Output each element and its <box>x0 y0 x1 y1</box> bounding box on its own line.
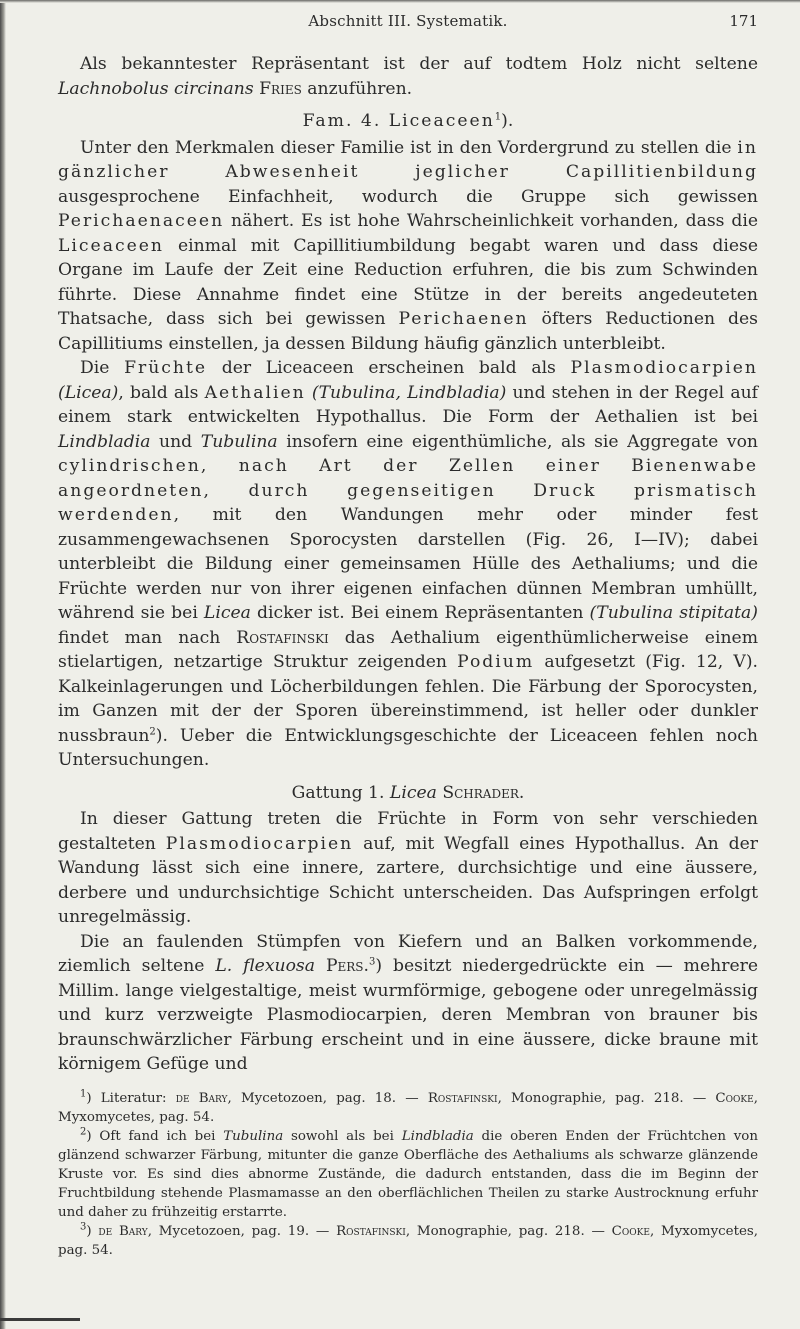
footnote-ref: 1 <box>494 111 502 123</box>
running-title: Abschnitt III. Systematik. <box>308 12 508 30</box>
footnotes <box>58 1089 758 1260</box>
paragraph-family-characteristics: Unter den Merkmalen dieser Familie ist in den Vordergrund zu stellen die in gänzlicher Abwesenheit jeglicher Capillitienbildung ausgesprochene Einfachheit, wodurch die Gruppe sich gewissen Perichaenaceen nähert. Es ist hohe Wahrscheinlichkeit vorhanden, dass die Liceaceen einmal mit Capillitiumbildung begabt waren und dass diese Organe im Laufe der Zeit eine Reduction erfuhren, die bis zum Schwinden führte. Diese Annahme findet eine Stütze in der bereits angedeuteten Thatsache, dass sich bei gewissen Perichaenen öfters Reductionen des Capillitiums einstellen, ja dessen Bildung häufig gänzlich unterbleibt. <box>58 137 758 354</box>
emphasis-text: in gänzlicher Abwesenheit jeglicher Capillitienbildung <box>58 137 758 182</box>
book-page <box>58 0 758 1260</box>
footnote-ref: 2 <box>149 725 156 737</box>
taxon-name: Lachnobolus circinans <box>58 78 254 99</box>
footnote-1: $^1$) Literatur: de Bary, Mycetozoen, pag. 18. — Rostafinski, Monographie, pag. 218. — Cooke, Myxomycetes, pag. 54. <box>58 1088 758 1125</box>
author-name: Fries <box>259 78 302 99</box>
scan-corner-mark <box>0 1318 80 1321</box>
page-edge-shadow <box>0 0 6 1329</box>
footnote-2: $^2$) Oft fand ich bei Tubulina sowohl als bei Lindbladia die oberen Enden der Früchtchen von glänzend schwarzer Färbung, mitunter die ganze Oberfläche des Aethaliums als schwarze glänzende Kruste vor. Es sind dies abnorme Zustände, die dadurch entstanden, dass die im Beginn der Fruchtbildung stehende Plasmamasse an den oberflächlichen Theilen zu starke Austrocknung erfuhr und daher zu frühzeitig erstarrte. <box>58 1126 758 1220</box>
footnote-ref: 3 <box>368 956 376 968</box>
paragraph-genus-description: In dieser Gattung treten die Früchte in Form von sehr verschieden gestalteten Plasmodiocarpien auf, mit Wegfall eines Hypothallus. An der Wandung lässt sich eine innere, zartere, durchsichtige und eine äussere, derbere und undurchsichtige Schicht unterscheiden. Das Aufspringen erfolgt unregelmässig. <box>58 809 759 927</box>
paragraph-licea-flexuosa: Die an faulenden Stümpfen von Kiefern und an Balken vorkommende, ziemlich seltene L. flexuosa Pers.$^3$) besitzt niedergedrückte ein — mehrere Millim. lange vielgestaltige, meist wurmförmige, gebogene oder unregelmässig und kurz verzweigte Plasmodiocarpien, deren Membran von brauner bis braunschwärzlicher Färbung erscheint und in eine äussere, dicke braune mit körnigem Gefüge und <box>58 931 758 1074</box>
paragraph-fruits: Die Früchte der Liceaceen erscheinen bald als Plasmodiocarpien (Licea), bald als Aethalien (Tubulina, Lindbladia) und stehen in der Regel auf einem stark entwickelten Hypothallus. Die Form der Aethalien ist bei Lindbladia und Tubulina insofern eine eigenthümliche, als sie Aggregate von cylindrischen, nach Art der Zellen einer Bienenwabe angeordneten, durch gegenseitigen Druck prismatisch werdenden, mit den Wandungen mehr oder minder fest zusammengewachsenen Sporocysten darstellen (Fig. 26, I—IV); dabei unterbleibt die Bildung einer gemeinsamen Hülle des Aethaliums; und die Früchte werden nur von ihrer eigenen einfachen dünnen Membran umhüllt, während sie bei Licea dicker ist. Bei einem Repräsentanten (Tubulina stipitata) findet man nach Rostafinski das Aethalium eigenthümlicherweise einem stielartigen, netzartige Struktur zeigenden Podium aufgesetzt (Fig. 12, V). Kalkeinlagerungen und Löcherbildungen fehlen. Die Färbung der Sporocysten, im Ganzen mit der der Sporen übereinstimmend, ist heller oder dunkler nussbraun$^2$). Ueber die Entwicklungsgeschichte der Liceaceen fehlen noch Untersuchungen. <box>58 358 759 770</box>
running-head <box>58 12 758 52</box>
footnote-3: $^3$) de Bary, Mycetozoen, pag. 19. — Rostafinski, Monographie, pag. 218. — Cooke, Myxomycetes, pag. 54. <box>58 1221 759 1258</box>
page-number: 171 <box>729 12 758 30</box>
genus-heading: Gattung 1. Licea Schrader. <box>291 782 525 803</box>
family-heading: Fam. 4. Liceaceen$^1$). <box>302 111 514 131</box>
paragraph-lachnobolus: Als bekanntester Repräsentant ist der auf todtem Holz nicht seltene Lachnobolus circinans Fries anzuführen. <box>58 54 758 99</box>
